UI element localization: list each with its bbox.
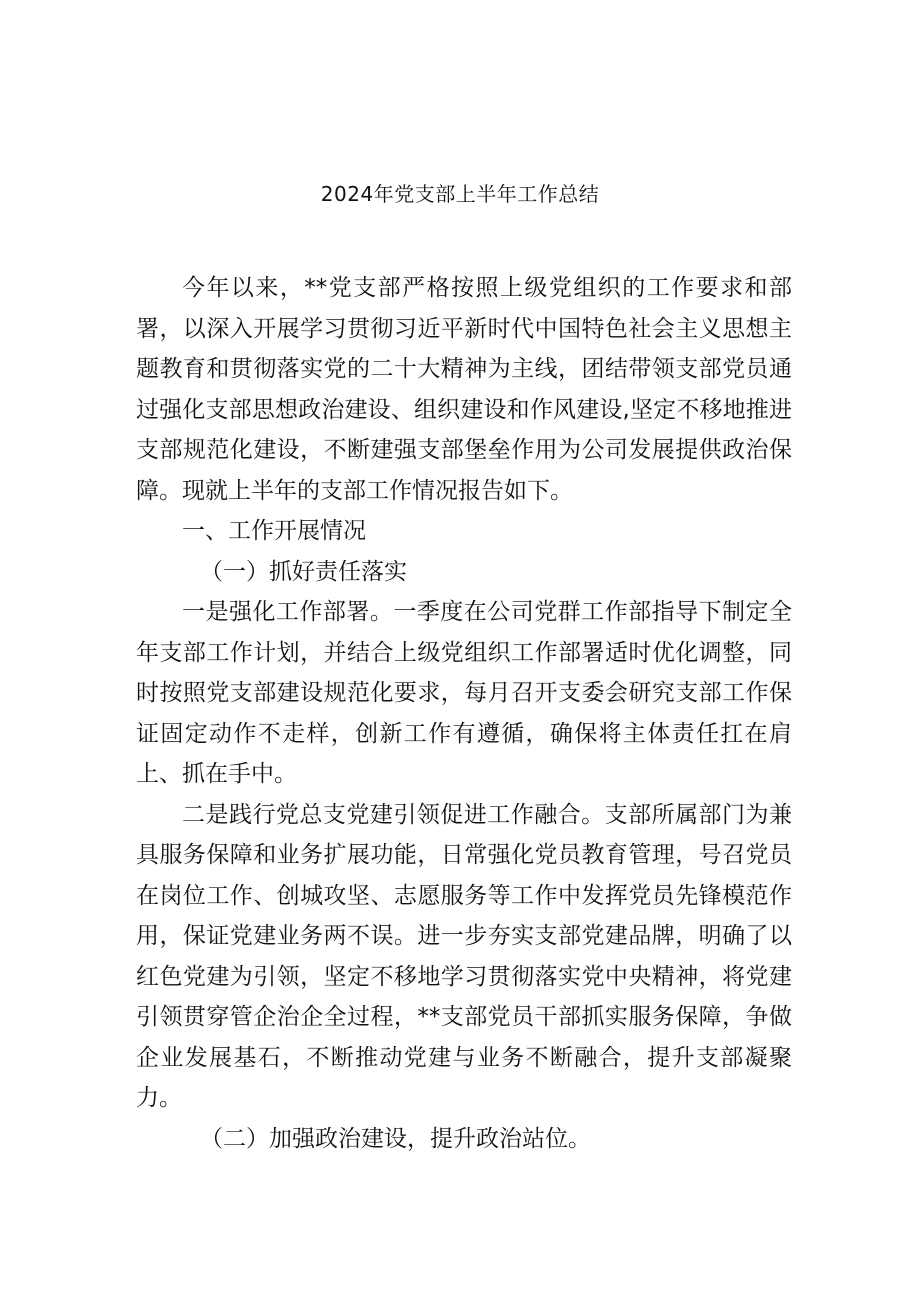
body-paragraph: 一是强化工作部署。一季度在公司党群工作部指导下制定全年支部工作计划，并结合上级党组织工作部署适时优化调整，同时按照党支部建设规范化要求，每月召开支委会研究支部工作保证固定动作不走样，创新工作有遵循，确保将主体责任扛在肩上、抓在手中。 bbox=[136, 599, 792, 787]
document-body bbox=[136, 268, 792, 1159]
intro-paragraph: 今年以来，**党支部严格按照上级党组织的工作要求和部署，以深入开展学习贯彻习近平新时代中国特色社会主义思想主题教育和贯彻落实党的二十大精神为主线，团结带领支部党员通过强化支部思想政治建设、组织建设和作风建设,坚定不移地推进支部规范化建设，不断建强支部堡垒作用为公司发展提供政治保障。现就上半年的支部工作情况报告如下。 bbox=[136, 275, 792, 504]
document-title: 2024年党支部上半年工作总结 bbox=[320, 182, 600, 206]
section-heading: 一、工作开展情况 bbox=[182, 518, 366, 544]
body-paragraph: 二是践行党总支党建引领促进工作融合。支部所属部门为兼具服务保障和业务扩展功能，日常强化党员教育管理，号召党员在岗位工作、创城攻坚、志愿服务等工作中发挥党员先锋模范作用，保证党建业务两不误。进一步夯实支部党建品牌，明确了以红色党建为引领，坚定不移地学习贯彻落实党中央精神，将党建引领贯穿管企治企全过程，**支部党员干部抓实服务保障，争做企业发展基石，不断推动党建与业务不断融合，提升支部凝聚力。 bbox=[136, 801, 792, 1111]
subsection-heading: （一）抓好责任落实 bbox=[200, 558, 407, 585]
subsection-heading: （二）加强政治建设，提升政治站位。 bbox=[200, 1125, 591, 1152]
